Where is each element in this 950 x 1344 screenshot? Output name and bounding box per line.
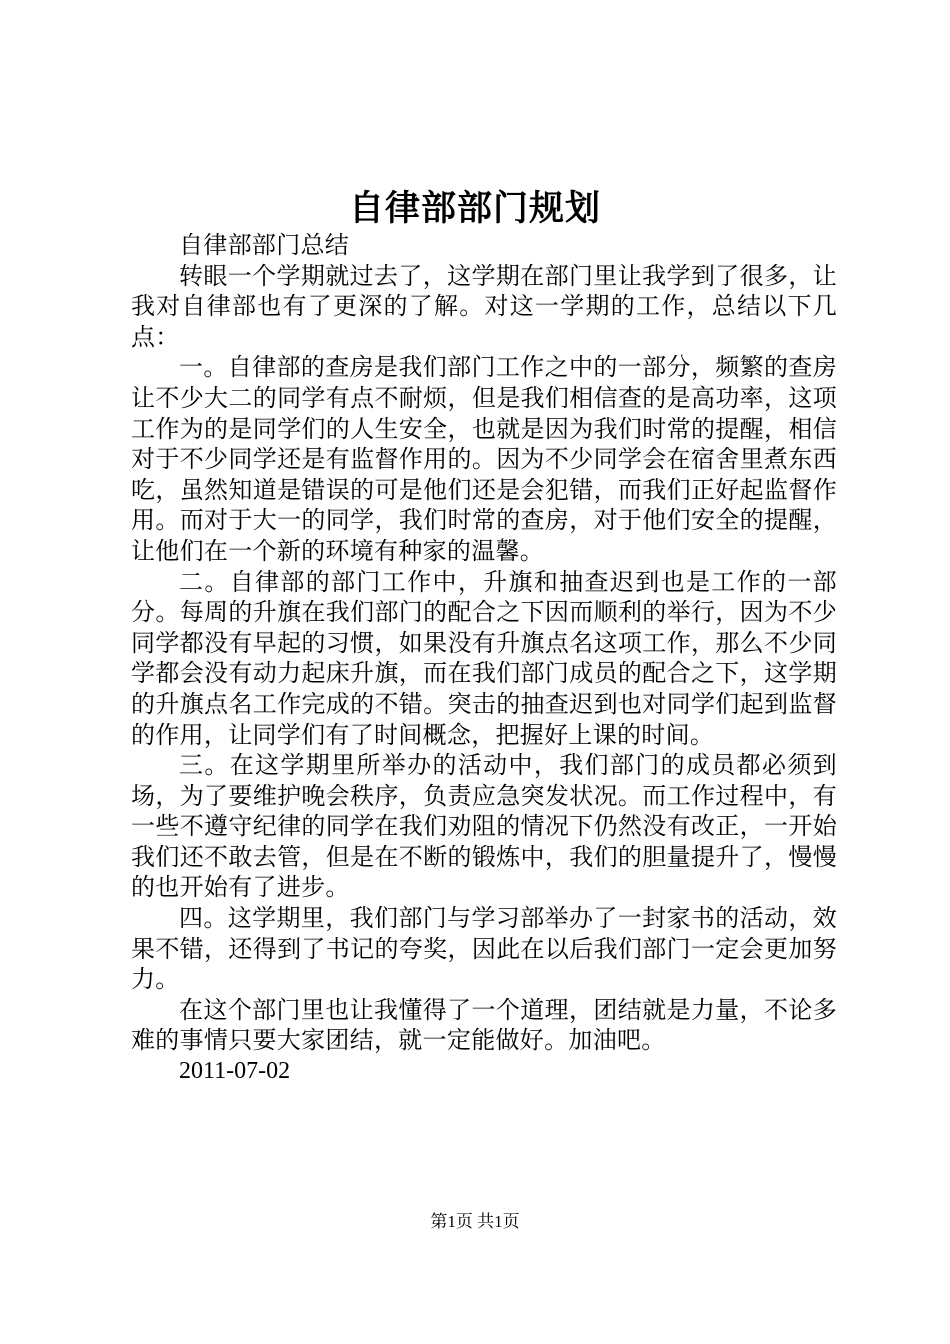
conclusion-paragraph: 在这个部门里也让我懂得了一个道理，团结就是力量，不论多难的事情只要大家团结，就一定能做好。加油吧。 bbox=[131, 995, 837, 1055]
document-date: 2011-07-02 bbox=[179, 1058, 291, 1085]
document-body bbox=[131, 230, 837, 1087]
subtitle-paragraph: 自律部部门总结 bbox=[179, 231, 350, 259]
point-three-paragraph: 三。在这学期里所举办的活动中，我们部门的成员都必须到场，为了要维护晚会秩序，负责应急突发状况。而工作过程中，有一些不遵守纪律的同学在我们劝阻的情况下仍然没有改正，一开始我们还不敢去管，但是在不断的锻炼中，我们的胆量提升了，慢慢的也开始有了进步。 bbox=[131, 751, 837, 902]
point-one-paragraph: 一。自律部的查房是我们部门工作之中的一部分，频繁的查房让不少大二的同学有点不耐烦，但是我们相信查的是高功率，这项工作为的是同学们的人生安全，也就是因为我们时常的提醒，相信对于不少同学还是有监督作用的。因为不少同学会在宿舍里煮东西吃，虽然知道是错误的可是他们还是会犯错，而我们正好起监督作用。而对于大一的同学，我们时常的查房，对于他们安全的提醒，让他们在一个新的环境有种家的温馨。 bbox=[131, 353, 837, 565]
point-two-paragraph: 二。自律部的部门工作中，升旗和抽查迟到也是工作的一部分。每周的升旗在我们部门的配合之下因而顺利的举行，因为不少同学都没有早起的习惯，如果没有升旗点名这项工作，那么不少同学都会没有动力起床升旗，而在我们部门成员的配合之下，这学期的升旗点名工作完成的不错。突击的抽查迟到也对同学们起到监督的作用，让同学们有了时间概念，把握好上课的时间。 bbox=[131, 567, 837, 749]
page-footer: 第1页 共1页 bbox=[430, 1212, 520, 1231]
intro-paragraph: 转眼一个学期就过去了，这学期在部门里让我学到了很多，让我对自律部也有了更深的了解。对这一学期的工作，总结以下几点： bbox=[131, 261, 837, 351]
document-title: 自律部部门规划 bbox=[348, 189, 601, 229]
point-four-paragraph: 四。这学期里，我们部门与学习部举办了一封家书的活动，效果不错，还得到了书记的夸奖，因此在以后我们部门一定会更加努力。 bbox=[131, 904, 837, 994]
